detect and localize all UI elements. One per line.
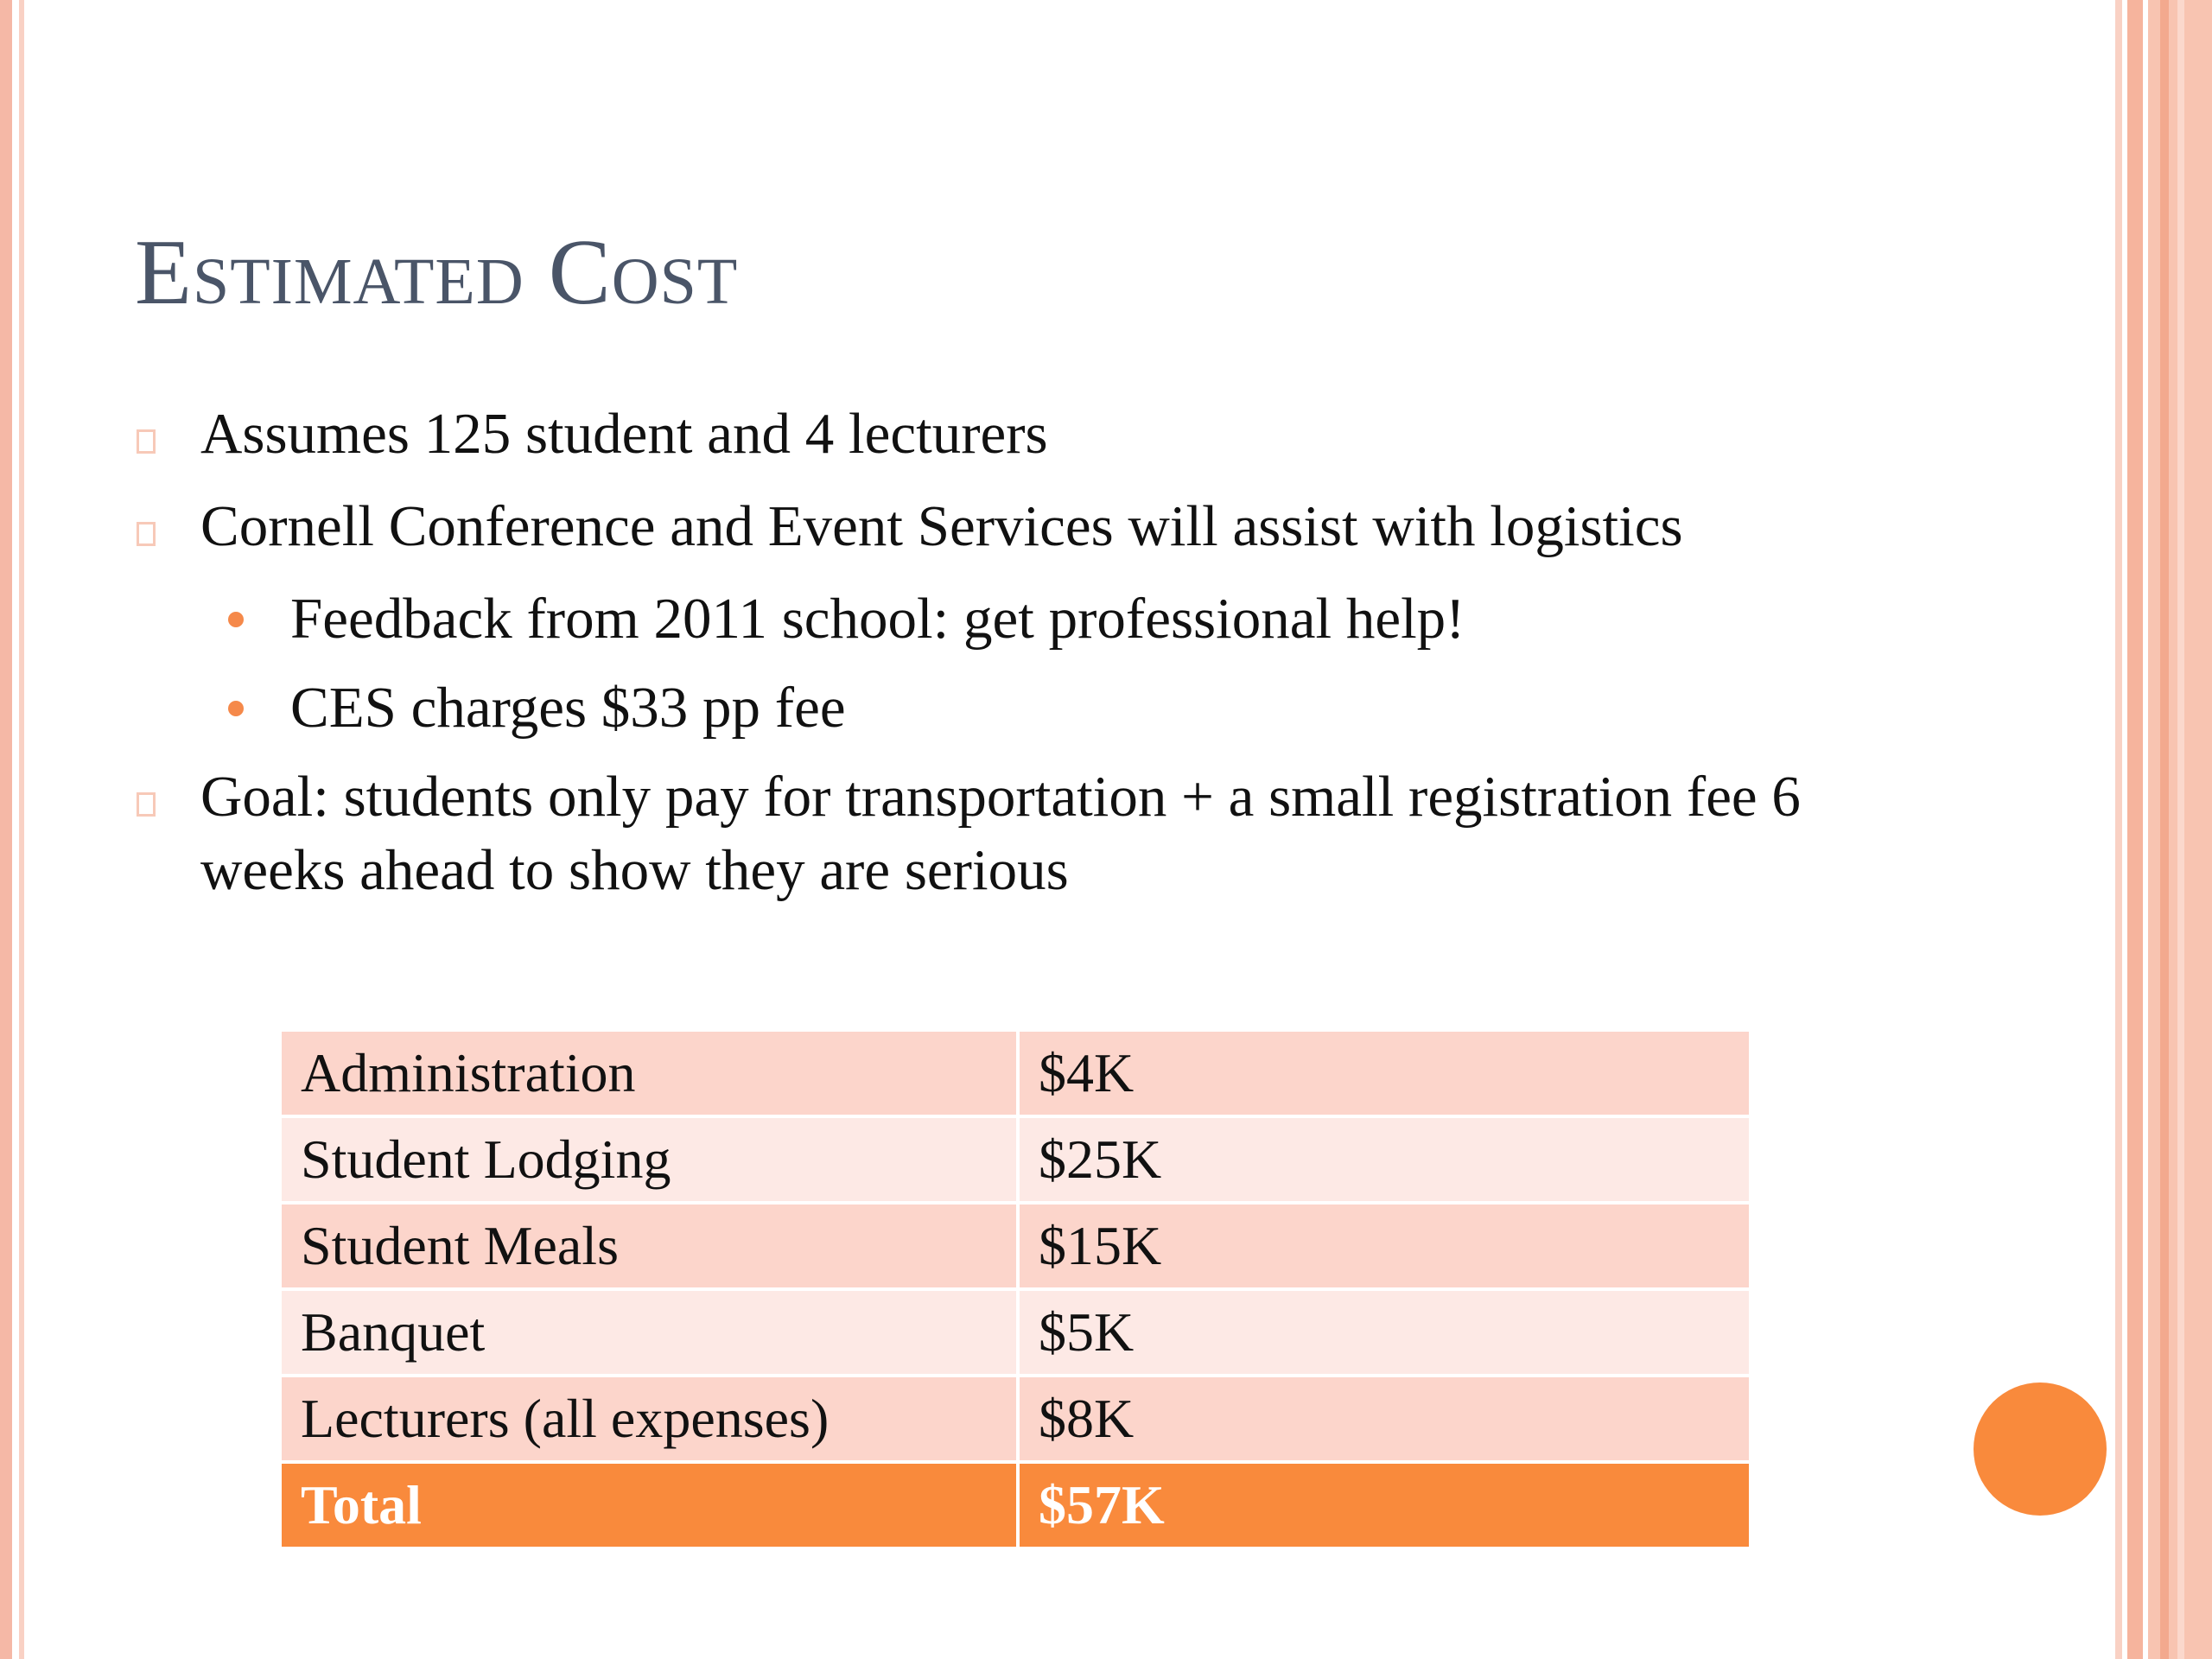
- dot-bullet-icon: [228, 612, 244, 627]
- dot-bullet-icon: [228, 701, 244, 716]
- total-label-cell: Total: [282, 1464, 1016, 1547]
- square-bullet-icon: [137, 522, 156, 546]
- table-row: [282, 1291, 1749, 1374]
- bullet-text: Assumes 125 student and 4 lecturers: [200, 402, 1048, 466]
- right-border-stripe: [2127, 0, 2143, 1659]
- bullet-item: [135, 490, 1863, 563]
- cost-item-cell: Lecturers (all expenses): [282, 1377, 1016, 1460]
- bullet-item: [135, 397, 1863, 471]
- square-bullet-icon: [137, 429, 156, 454]
- cost-item-cell: Student Meals: [282, 1205, 1016, 1287]
- cost-value-cell: $15K: [1020, 1205, 1749, 1287]
- total-value-cell: $57K: [1020, 1464, 1749, 1547]
- cost-value-cell: $25K: [1020, 1118, 1749, 1201]
- bullet-item: [135, 760, 1863, 907]
- table-row: [282, 1118, 1749, 1201]
- cost-item-cell: Administration: [282, 1032, 1016, 1115]
- sub-bullet-item: [135, 671, 1863, 745]
- slide-title: Estimated Cost: [135, 221, 739, 324]
- table-row: [282, 1205, 1749, 1287]
- left-border-stripe: [0, 0, 12, 1659]
- sub-bullet-item: [135, 582, 1863, 656]
- right-border-stripe-dark: [2160, 0, 2169, 1659]
- sub-bullet-text: Feedback from 2011 school: get professional help!: [290, 587, 1465, 651]
- bullet-list: [135, 397, 1863, 926]
- table-row: [282, 1032, 1749, 1115]
- total-row: [282, 1464, 1749, 1547]
- cost-value-cell: $8K: [1020, 1377, 1749, 1460]
- cost-table: [278, 1028, 1752, 1550]
- table-row: [282, 1377, 1749, 1460]
- right-border-stripe-thin: [2115, 0, 2122, 1659]
- cost-value-cell: $5K: [1020, 1291, 1749, 1374]
- right-border-stripe-light: [2177, 0, 2184, 1659]
- left-border-stripe-inner: [19, 0, 24, 1659]
- cost-item-cell: Banquet: [282, 1291, 1016, 1374]
- bullet-text: Goal: students only pay for transportation + a small registration fee 6 weeks ahead to show they are serious: [200, 765, 1801, 902]
- sub-bullet-text: CES charges $33 pp fee: [290, 676, 846, 740]
- square-bullet-icon: [137, 792, 156, 817]
- bullet-text: Cornell Conference and Event Services will assist with logistics: [200, 494, 1683, 558]
- decorative-circle-icon: [1974, 1382, 2107, 1516]
- cost-item-cell: Student Lodging: [282, 1118, 1016, 1201]
- cost-value-cell: $4K: [1020, 1032, 1749, 1115]
